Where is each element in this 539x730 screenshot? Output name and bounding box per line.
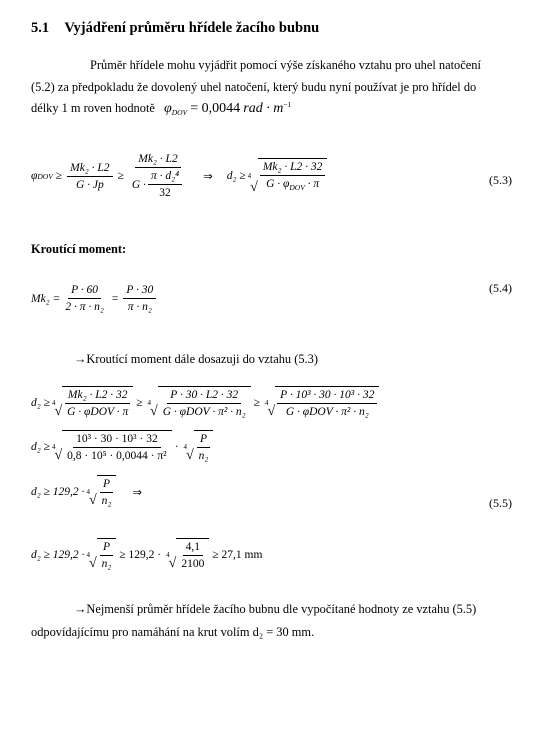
phi-symbol: φ [164,101,172,116]
conclusion-line-2: odpovídajícímu pro namáhání na krut volím d₂ = 30 mm. [31,625,315,639]
eq53-fraction-2 [129,152,187,200]
intro-line-3 [31,100,291,117]
radicand [194,430,214,463]
eq55-ge-1: ≥ [136,396,143,409]
eq55-l2-dot: · [174,440,179,453]
root-index: 4 [183,442,187,451]
root-index: 4 [86,487,90,496]
eq53-root-fraction [260,160,326,195]
fraction [99,540,115,571]
eq54-equals: = [111,292,119,305]
radicand [158,386,251,419]
eq55-ge-2: ≥ [253,396,260,409]
final-root-2 [166,538,209,571]
eq55-l2-r2-denominator: n₂ [198,450,209,462]
eq53-radicand [258,158,328,195]
fraction [196,432,212,463]
eq54-lhs: Mk₂ = [31,292,61,305]
radicand [97,538,117,571]
eq53-f2-den-pre: G · [131,178,146,191]
radicand [275,386,379,419]
fraction [99,477,115,508]
eq53-root-numerator: Mk₂ · L2 · 32 [260,160,326,176]
eq55-l1-root-1 [52,386,133,419]
unit-exponent: −1 [283,100,292,109]
eq54-fraction-1 [62,283,107,314]
root-index: 4 [86,550,90,559]
eq53-fourth-root [248,158,328,195]
eq54-f2-denominator: π · n₂ [127,301,152,313]
radical-sign-icon: √ [88,493,97,508]
equation-5-4 [31,283,158,314]
root-index: 4 [51,442,56,451]
eq53-root-den-sub: DOV [289,182,305,192]
eq53-implies: ⇒ [203,171,213,183]
section-number: 5.1 [31,20,50,36]
equation-number-5-3: (5.3) [489,173,512,187]
final-root-1 [86,538,116,571]
radicand [176,538,209,571]
eq54-f2-numerator: P · 30 [123,283,156,299]
eq54-f1-numerator: P · 60 [68,283,101,299]
phi-subscript: DOV [171,108,188,117]
fraction [178,540,207,571]
eq53-lhs: d₂ ≥ [226,170,246,182]
eq54-fraction-2 [123,283,156,314]
eq55-l3-numerator: P [100,477,113,493]
eq53-phi-sub: DOV [37,171,53,181]
eq53-ge-2: ≥ [117,170,124,182]
radical-sign-icon: √ [250,179,258,195]
eq55-l1-r1-numerator: Mk₂ · L2 · 32 [65,388,131,404]
final-lhs: d₂ ≥ 129,2 · [31,548,85,561]
eq53-ge-1: ≥ [55,170,63,182]
section-heading [31,20,319,37]
radical-sign-icon: √ [150,404,158,419]
radical-sign-icon: √ [88,556,97,571]
eq55-l1-r3-denominator: G · φDOV · π² · n₂ [285,406,369,418]
eq53-f1-denominator: G · Jp [75,178,104,191]
radical-sign-icon: √ [168,556,177,571]
eq53-fraction-1 [67,161,112,192]
eq53-root-den-post: · π [307,177,320,190]
eq53-f2-denominator [129,168,187,200]
root-index: 4 [51,398,56,407]
eq55-l2-root-1 [52,430,172,463]
allowed-angle-unit: rad · m [243,101,284,116]
radical-sign-icon: √ [267,404,276,419]
eq55-l3-denominator: n₂ [101,495,112,507]
eq53-root-denominator [263,176,322,195]
root-index: 4 [166,550,170,559]
radicand [97,475,117,508]
eq54-f1-denominator: 2 · π · n₂ [65,301,104,313]
eq55-l3-root [86,475,116,508]
eq55-l3-lhs: d₂ ≥ 129,2 · [31,485,85,498]
eq55-l2-r2-numerator: P [197,432,210,448]
eq53-phi: φ [31,170,38,182]
eq55-implies: ⇒ [132,486,143,499]
eq55-l2-root-2 [183,430,213,463]
final-r2-denominator: 2100 [181,558,205,570]
eq55-l2-lhs: d₂ ≥ [31,440,50,453]
eq53-root-den-g: G · φ [266,177,290,190]
fraction [277,388,377,419]
radical-sign-icon: √ [185,448,194,463]
eq55-l1-root-3 [265,386,379,419]
equation-5-5-line-3 [31,475,145,508]
final-mid: ≥ 129,2 · [119,548,162,561]
conclusion-line-1: →Nejmenší průměr hřídele žacího bubnu dle vypočítané hodnoty ze vztahu (5.5) [74,602,477,616]
radical-sign-icon: √ [54,448,63,463]
final-r1-denominator: n₂ [101,558,112,570]
equation-5-5-line-1 [31,386,379,419]
allowed-angle-value: = 0,0044 [190,101,241,116]
substitution-note: →Kroutící moment dále dosazuji do vztahu (5.3) [74,352,318,366]
radicand [62,430,172,463]
equation-5-5-line-2 [31,430,213,463]
equation-final [31,538,265,571]
eq53-inner-denominator: 32 [159,187,171,199]
equation-5-3 [31,152,327,200]
eq55-l1-lhs: d₂ ≥ [31,396,50,409]
intro-line-2: (5.2) za předpokladu že dovolený uhel natočení, který budu nyní používat je pro hřídel do [31,80,477,94]
eq55-l1-r1-denominator: G · φDOV · π [67,406,129,418]
radical-sign-icon: √ [54,404,63,419]
final-r1-numerator: P [100,540,113,556]
eq53-root-index: 4 [247,172,252,180]
eq55-l1-r2-denominator: G · φDOV · π² · n₂ [162,406,246,418]
intro-line-3-text: délky 1 m roven hodnotě [31,101,155,115]
intro-line-1: Průměr hřídele mohu vyjádřit pomocí výše získaného vztahu pro uhel natočení [90,58,481,72]
fraction [64,432,170,463]
eq53-inner-numerator: π · d₂⁴ [148,169,182,185]
eq55-l1-root-2 [148,386,251,419]
root-index: 4 [147,398,152,407]
section-title: Vyjádření průměru hřídele žacího bubnu [64,20,320,36]
final-r2-numerator: 4,1 [183,540,203,556]
eq55-l2-r1-denominator: 0,8 · 10⁵ · 0,0044 · π² [67,450,167,462]
eq55-l2-r1-numerator: 10³ · 30 · 10³ · 32 [73,432,161,448]
eq53-f1-numerator: Mk₂ · L2 [67,161,112,177]
equation-number-5-5: (5.5) [489,496,512,510]
eq53-f2-numerator: Mk₂ · L2 [135,152,180,168]
equation-number-5-4: (5.4) [489,281,512,295]
final-result: ≥ 27,1 mm [212,548,263,561]
eq53-f2-inner-fraction [148,169,182,200]
torque-heading: Kroutící moment: [31,242,127,256]
fraction [64,388,131,419]
eq55-l1-r3-numerator: P · 10³ · 30 · 10³ · 32 [277,388,377,404]
fraction [160,388,249,419]
radicand [62,386,133,419]
root-index: 4 [264,398,269,407]
eq55-l1-r2-numerator: P · 30 · L2 · 32 [167,388,241,404]
